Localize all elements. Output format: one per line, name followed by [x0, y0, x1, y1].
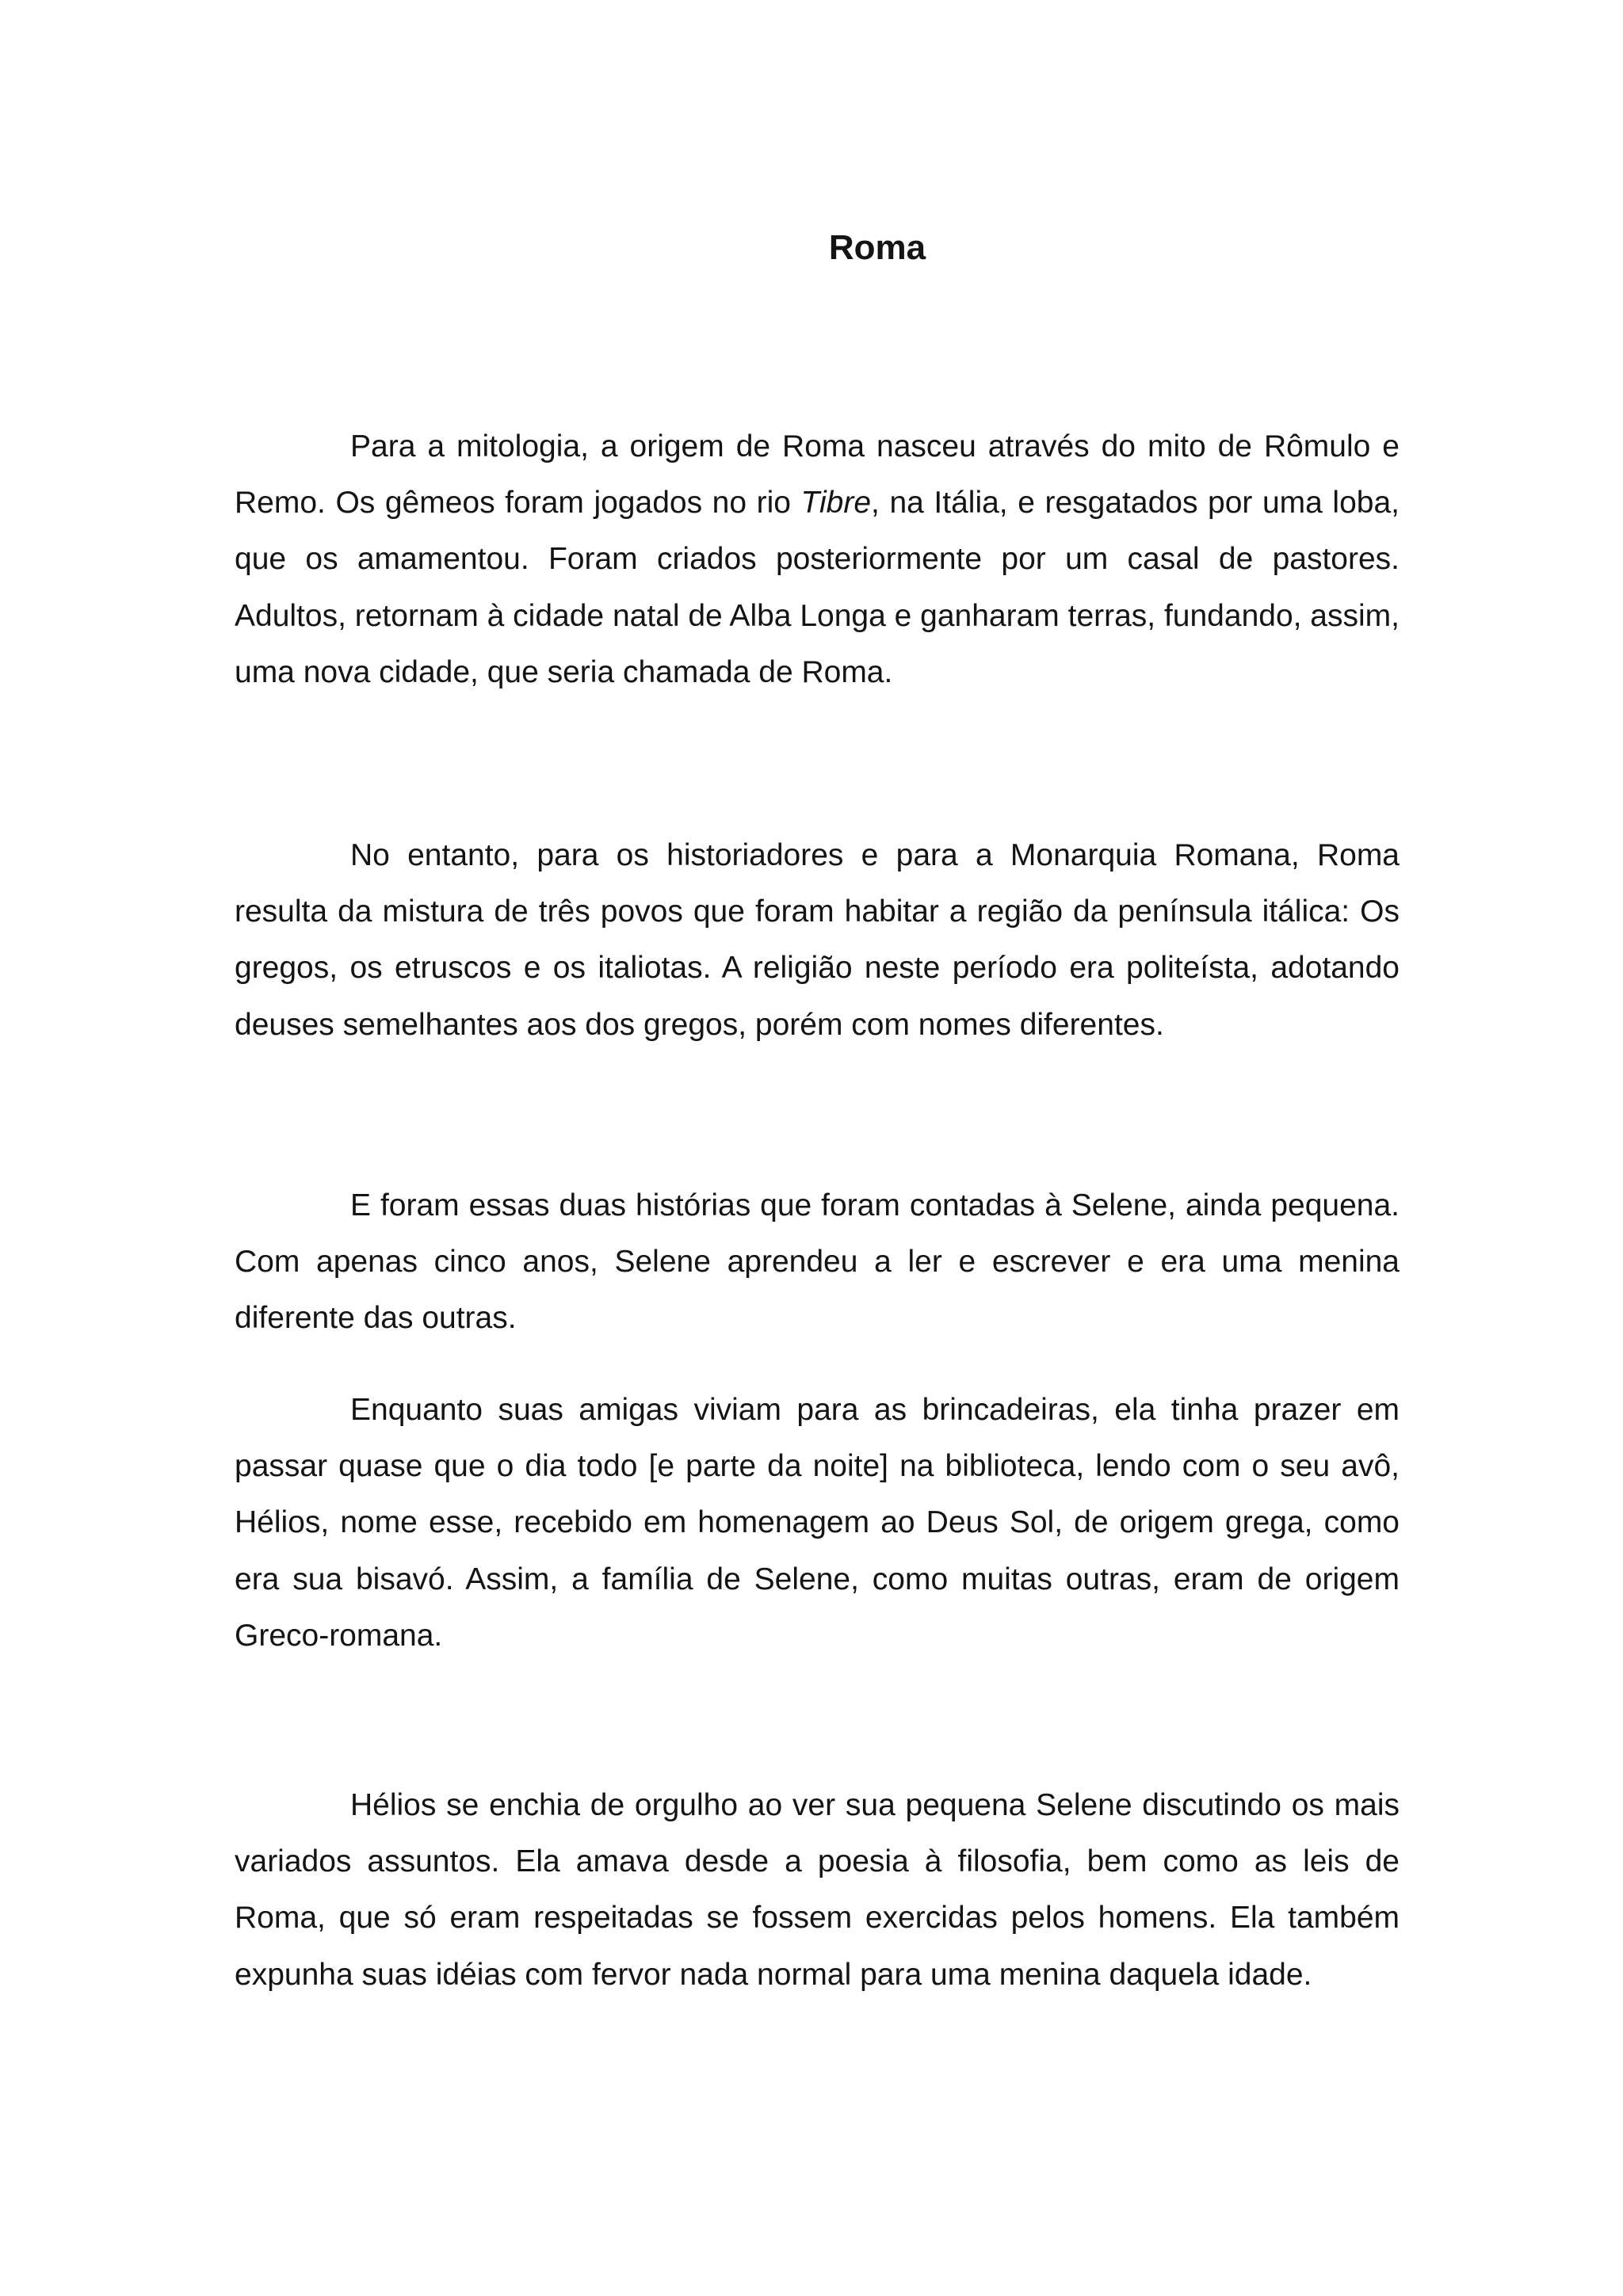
- paragraph-5: Hélios se enchia de orgulho ao ver sua pequena Selene discutindo os mais variados assuntos. Ela amava desde a poesia à filosofia, bem como as leis de Roma, que só eram respeitadas se fossem exercidas pelos homens. Ela também expunha suas idéias com fervor nada normal para uma menina daquela idade.: [235, 1788, 1400, 1992]
- paragraph-4: Enquanto suas amigas viviam para as brincadeiras, ela tinha prazer em passar quase que o dia todo [e parte da noite] na biblioteca, lendo com o seu avô, Hélios, nome esse, recebido em homenagem ao Deus Sol, de origem grega, como era sua bisavó. Assim, a família de Selene, como muitas outras, eram de origem Greco-romana.: [235, 1393, 1400, 1653]
- paragraph-1-text-end: , na Itália, e resgatados por uma loba, que os amamentou. Foram criados posteriormente por um casal de pastores. Adultos, retornam à cidade natal de Alba Longa e ganharam terras, fundando, assim, uma nova cidade, que seria chamada de Roma.: [235, 486, 1400, 689]
- paragraph-2: No entanto, para os historiadores e para a Monarquia Romana, Roma resulta da mistura de três povos que foram habitar a região da península itálica: Os gregos, os etruscos e os italiotas. A religião neste período era politeísta, adotando deuses semelhantes aos dos gregos, porém com nomes diferentes.: [235, 838, 1400, 1042]
- paragraph-3: E foram essas duas histórias que foram contadas à Selene, ainda pequena. Com apenas cinco anos, Selene aprendeu a ler e escrever e era uma menina diferente das outras.: [235, 1188, 1400, 1336]
- page-title: Roma: [828, 228, 926, 267]
- river-name-italic: Tibre: [800, 486, 872, 521]
- paragraph-1-text-start: Para a mitologia, a origem de Roma nasceu através do mito de Rômulo e Remo. Os gêmeos foram jogados no rio: [235, 429, 1400, 521]
- paragraph-1: [235, 418, 1400, 700]
